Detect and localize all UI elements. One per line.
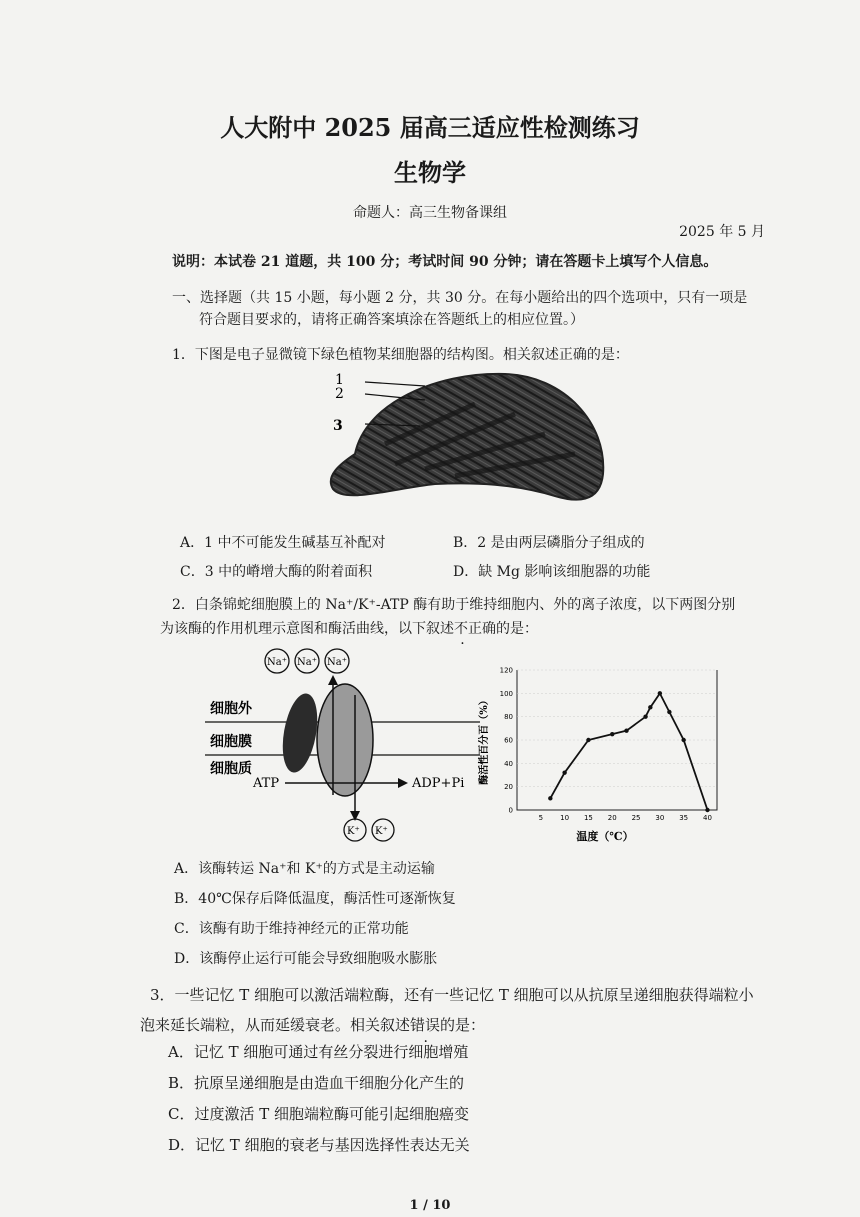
- q2-option-a[interactable]: A．该酶转运 Na⁺和 K⁺的方式是主动运输: [174, 861, 435, 877]
- q3-stem-line2: [140, 1010, 815, 1040]
- q1-option-b[interactable]: B．2 是由两层磷脂分子组成的: [453, 535, 645, 551]
- chart-xtick-label: 10: [560, 814, 570, 822]
- q1-option-c[interactable]: C．3 中的嵴增大酶的附着面积: [180, 564, 373, 580]
- chart-ylabel: 酶活性百分百（%）: [479, 695, 490, 785]
- q3-stem-emphasis: 错误: [410, 1016, 441, 1034]
- label-cytoplasm: 细胞质: [210, 761, 252, 777]
- q1-option-d[interactable]: D．缺 Mg 影响该细胞器的功能: [453, 564, 651, 580]
- chart-data-point: [624, 728, 628, 732]
- chart-data-point: [681, 738, 685, 742]
- chart-ytick-label: 100: [499, 689, 513, 698]
- q2-stem-emphasis: 不: [454, 621, 468, 637]
- chart-xtick-label: 25: [631, 814, 641, 822]
- k-label-1: K⁺: [347, 826, 360, 837]
- q3-stem-part1: 泡来延长端粒，从而延缓衰老。相关叙述: [140, 1016, 411, 1034]
- chart-data-point: [643, 714, 647, 718]
- section-heading-line2: 符合题目要求的，请将正确答案填涂在答题纸上的相应位置。）: [199, 312, 584, 328]
- label-2: 2: [335, 386, 344, 402]
- chart-ytick-label: 120: [499, 666, 513, 675]
- chart-data-point: [610, 732, 614, 736]
- q2-stem-part1: 为该酶的作用机理示意图和酶活曲线，以下叙述: [160, 621, 454, 637]
- q1-option-a[interactable]: A．1 中不可能发生碱基互补配对: [180, 535, 386, 551]
- q3-option-c[interactable]: C．过度激活 T 细胞端粒酶可能引起细胞癌变: [168, 1105, 470, 1123]
- chart-data-point: [562, 770, 566, 774]
- enzyme-activity-chart: [475, 660, 730, 845]
- q3-option-d[interactable]: D．记忆 T 细胞的衰老与基因选择性表达无关: [168, 1136, 470, 1154]
- q2-option-b[interactable]: B．40℃保存后降低温度，酶活性可逐渐恢复: [174, 891, 456, 907]
- enzyme-subunit-main: [317, 684, 373, 796]
- section-heading-line1: 一、选择题（共 15 小题，每小题 2 分，共 30 分。在每小题给出的四个选项中，只有一项是: [172, 290, 748, 306]
- exam-instructions: 说明：本试卷 21 道题，共 100 分；考试时间 90 分钟；请在答题卡上填写个人信息。: [172, 254, 718, 270]
- organelle-body: [331, 374, 603, 500]
- q2-option-d[interactable]: D．该酶停止运行可能会导致细胞吸水膨胀: [174, 951, 438, 967]
- chart-xtick-label: 40: [703, 814, 712, 822]
- chart-xtick-label: 30: [655, 814, 665, 822]
- page-number: 1 / 10: [409, 1198, 451, 1213]
- chart-data-point: [667, 710, 671, 714]
- chart-xtick-label: 5: [538, 814, 544, 822]
- chart-xlabel: 温度（℃）: [576, 830, 634, 843]
- q2-stem-line1: 2．白条锦蛇细胞膜上的 Na⁺/K⁺-ATP 酶有助于维持细胞内、外的离子浓度，以下两图分别: [172, 597, 736, 613]
- chart-data-point: [548, 796, 552, 800]
- chart-xtick-label: 35: [679, 814, 689, 822]
- chart-ytick-label: 20: [504, 783, 513, 792]
- paper-author: 命题人：高三生物备课组: [353, 205, 507, 221]
- organelle-micrograph: [325, 364, 615, 514]
- question-1-stem: 1．下图是电子显微镜下绿色植物某细胞器的结构图。相关叙述正确的是：: [172, 347, 629, 363]
- q2-option-c[interactable]: C．该酶有助于维持神经元的正常功能: [174, 921, 409, 937]
- chart-ytick-label: 0: [508, 806, 513, 815]
- na-label-2: Na⁺: [297, 657, 317, 668]
- enzyme-subunit-dark: [277, 691, 322, 775]
- label-outside: 细胞外: [210, 701, 252, 717]
- q3-option-b[interactable]: B．抗原呈递细胞是由造血干细胞分化产生的: [168, 1074, 465, 1092]
- label-adp: ADP+Pi: [412, 776, 465, 791]
- q3-stem-line1: 3．一些记忆 T 细胞可以激活端粒酶，还有一些记忆 T 细胞可以从抗原呈递细胞获得端粒小: [150, 986, 754, 1004]
- label-membrane: 细胞膜: [210, 734, 252, 750]
- label-1: 1: [335, 372, 344, 388]
- question-2-stem: [160, 593, 812, 641]
- k-label-2: K⁺: [375, 826, 388, 837]
- q3-stem-part2: 的是：: [440, 1016, 486, 1034]
- chart-ytick-label: 60: [504, 736, 513, 745]
- label-atp: ATP: [253, 776, 280, 791]
- chart-data-point: [648, 705, 652, 709]
- paper-title: 人大附中 2025 届高三适应性检测练习: [220, 113, 640, 142]
- chart-data-point: [586, 738, 590, 742]
- label-3: 3: [333, 418, 343, 434]
- paper-date: 2025 年 5 月: [679, 224, 765, 240]
- chart-data-point: [705, 808, 709, 812]
- chart-series-line: [550, 693, 707, 810]
- chart-xtick-label: 20: [607, 814, 617, 822]
- chart-ytick-label: 80: [504, 713, 513, 722]
- chart-data-point: [658, 691, 662, 695]
- na-label-1: Na⁺: [267, 657, 287, 668]
- na-label-3: Na⁺: [327, 657, 347, 668]
- question-3-stem: [140, 980, 815, 1040]
- section-heading: [172, 287, 792, 331]
- paper-subject: 生物学: [394, 158, 466, 187]
- q3-option-a[interactable]: A．记忆 T 细胞可通过有丝分裂进行细胞增殖: [168, 1043, 469, 1061]
- chart-ytick-label: 40: [504, 759, 513, 768]
- q2-stem-line2: [160, 617, 812, 641]
- q2-stem-part2: 正确的是：: [468, 621, 538, 637]
- enzyme-mechanism-diagram: [205, 645, 480, 845]
- chart-xtick-label: 15: [583, 814, 593, 822]
